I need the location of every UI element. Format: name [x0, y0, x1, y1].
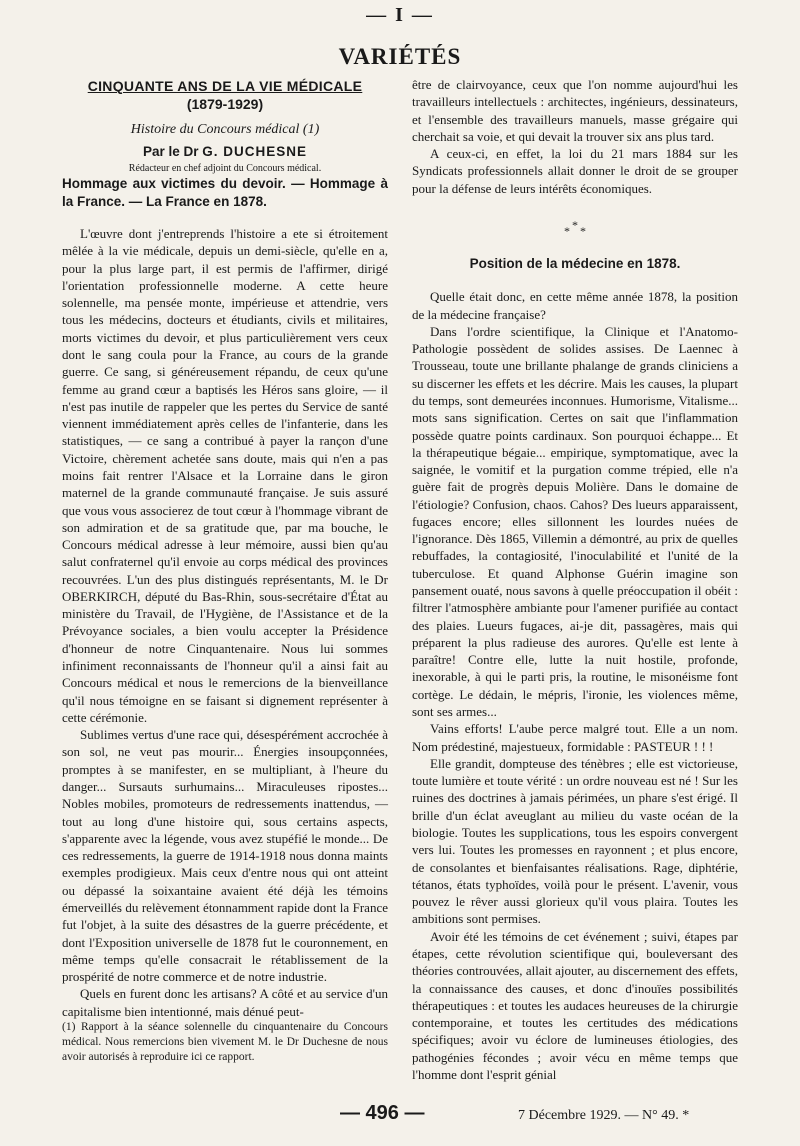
page-number: — 496 —: [340, 1102, 425, 1124]
right-column: [412, 76, 738, 1083]
paragraph: Elle grandit, dompteuse des ténèbres ; elle est victorieuse, toute lumière et toute vérité : un ordre nouveau est né ! Sur les ruines des doctrines à jamais périmées, un phare s'est érigé. Il brille d'un éclat aveuglant au milieu du vaste océan de la biologie. Toutes les supplications, tous les espoirs convergent vers lui. Toutes les promesses en rayonnent ; et plus encore, de consolantes et bienfaisantes réalisations. Rage, diphtérie, tétanos, états typhoïdes, voilà pour le présent. L'avenir, vous pouvez le rêver aussi glorieux qu'il vous plaira. Toutes les ambitions sont permises.: [412, 755, 738, 927]
paragraph: Dans l'ordre scientifique, la Clinique et l'Anatomo-Pathologie possèdent de solides assises. De Laennec à Trousseau, toute une brillante phalange de grands cliniciens a su discerner les effets et les décrire. Mais les causes, la plupart du temps, sont demeurées inconnues. Humorisme, Vitalisme... mots sans signification. Certes on sait que l'inflammation possède quatre points cardinaux. Son pourquoi échappe... Et la thérapeutique bégaie... empirique, symptomatique, avec la saignée, le vomitif et la purgation comme trépied, elle n'a guère fait de progrès depuis Molière. Dans le domaine de l'étiologie? Confusion, chaos. Cahos? Des lueurs apparaissent, fugaces encore; elles sillonnent les lourdes nuées de l'ignorance. Dès 1865, Villemin a démontré, au prix de quelles rebuffades, la contagiosité, l'inoculabilité et l'unité de la tuberculose. Et quand Alphonse Guérin imagine son pansement ouaté, nous savons à quelle préoccupation il obéit : filtrer l'atmosphère ambiante pour l'amener purifiée au contact des plaies. Lueurs fugaces, ai-je dit, passagères, mais qui préparent la plus radieuse des aurores. Qu'elle est lente à paraître! Contre elle, lutte la nuit hostile, profonde, inexorable, à qui le parti pris, la routine, le misonéisme font cortège. Le dédain, le mépris, l'ironie, les violences même, sont ses armes...: [412, 323, 738, 719]
asterism-star: *: [572, 217, 578, 232]
paragraph: Quels en furent donc les artisans? A côté et au service d'un capitalisme bien intentionné, mais dénué peut-: [62, 986, 388, 1019]
issue-date: 7 Décembre 1929. — N° 49. *: [518, 1108, 690, 1123]
article-dates: (1879-1929): [186, 96, 264, 112]
asterism-star: *: [564, 223, 570, 238]
section-separator: [412, 215, 738, 237]
asterism-star: *: [580, 223, 586, 238]
paragraph: Avoir été les témoins de cet événement ; suivi, étapes par étapes, cette révolution scientifique qui, bouleversant des théories controuvées, allait ajouter, au discernement des effets, la connaissance des causes, et donc d'inouïes possibilités thérapeutiques : et toutes les audaces heureuses de la chirurgie contemporaine, et toutes les certitudes des médications spécifiques; avoir vu éclore de lumineuses étiologies, des pathogénies fécondes ; avoir vécu en même temps que l'homme dont l'esprit génial: [412, 928, 738, 1082]
article-dek: Hommage aux victimes du devoir. — Hommage à la France. — La France en 1878.: [62, 176, 388, 209]
byline: [62, 143, 388, 161]
paragraph: A ceux-ci, en effet, la loi du 21 mars 1884 sur les Syndicats professionnels allait donner le droit de se grouper pour la défense de leurs intérêts économiques.: [412, 146, 738, 196]
author-role: Rédacteur en chef adjoint du Concours médical.: [128, 163, 322, 174]
byline-prefix: Par le Dr: [142, 144, 199, 159]
section-title: VARIÉTÉS: [338, 44, 462, 69]
page-roman-numeral: — I —: [366, 4, 434, 26]
paragraph: Quelle était donc, en cette même année 1878, la position de la médecine française?: [412, 289, 738, 322]
article-subtitle: Histoire du Concours médical (1): [130, 122, 320, 137]
paragraph: Sublimes vertus d'une race qui, désespérément accrochée à son sol, ne veut pas mourir... Énergies insoupçonnées, promptes à se manifester, en se multipliant, à l'heure du danger... Sursauts surhumains... Miraculeuses ripostes... Nobles mobiles, promoteurs de redressements inattendus, — tout au long d'une histoire qui, sous certains aspects, s'apparente avec la légende, vous avez stupéfié le monde... De ces redressements, la guerre de 1914-1918 nous donna maints exemples prodigieux. Mais ceux d'entre nous qui ont atteint ou dépassé la soixantaine avaient été déjà les témoins émerveillés du relèvement étonnamment rapide dont la France fut l'objet, à la suite des désastres de la guerre précédente, et dont l'Exposition universelle de 1878 fut le couronnement, en même temps qu'elle consacrait le rétablissement de la prospérité de notre commerce et de notre industrie.: [62, 727, 388, 985]
author-name: G. DUCHESNE: [202, 144, 308, 159]
paragraph: être de clairvoyance, ceux que l'on nomme aujourd'hui les travailleurs intellectuels : architectes, ingénieurs, dessinateurs, et l'ensemble des travailleurs manuels, masse grégaire qui cherchait sa voie, et qui devait la trouver six ans plus tard.: [412, 77, 738, 144]
paragraph: L'œuvre dont j'entreprends l'histoire a ete si étroitement mêlée à la vie médicale, depuis un demi-siècle, qu'elle en a, pour la plus large part, il est permis de l'affirmer, dirigé l'orientation professionnelle moderne. A cette heure solennelle, ma pensée monte, impérieuse et attendrie, vers tous les médecins, docteurs et étudiants, civils et militaires, morts victimes du devoir, et plus particulièrement vers ceux dont le sang coula pour la France, au cours de la grande guerre. Ce sang, si généreusement répandu, de ceux qu'une femme au grand cœur a baptisés les Héros sans gloire, — il n'est pas inutile de rappeler que les pertes du Service de santé viennent immédiatement après celles de l'infanterie, dans les statistiques, — ce sang a contribué à payer la rançon d'une Victoire, chèrement achetée sans doute, mais qui n'en a pas moins fait rentrer l'Alsace et la Lorraine dans le giron maternel de la grande communauté française. Je suis assuré que vous vous associerez de tout cœur à l'hommage vibrant de son admiration et de sa gratitude que, par ma bouche, le Concours médical adresse à leur mémoire, aussi bien qu'au salut confraternel qu'il envoie au corps médical des provinces recouvrées. L'un des plus distingués représentants, M. le Dr OBERKIRCH, député du Bas-Rhin, sous-secrétaire d'État au ministère du Travail, de l'Hygiène, de l'Assistance et de la Prévoyance sociales, a bien voulu accepter la Présidence d'honneur de notre Cinquantenaire. Nous lui sommes infiniment reconnaissants de l'honneur qu'il a ainsi fait au Concours médical et nous le remercions de la bienveillance qu'il nous témoigne en se faisant si dignement représenter à cette cérémonie.: [62, 226, 388, 725]
footnote: (1) Rapport à la séance solennelle du cinquantenaire du Concours médical. Nous remercions bien vivement M. le Dr Duchesne de nous avoir autorisés à reproduire ici ce rapport.: [62, 1020, 388, 1063]
left-column: [62, 78, 388, 1065]
section-subheading: Position de la médecine en 1878.: [469, 255, 681, 271]
left-body: [62, 225, 388, 1020]
paragraph: Vains efforts! L'aube perce malgré tout. Elle a un nom. Nom prédestiné, majestueux, formidable : PASTEUR ! ! !: [412, 721, 738, 754]
article-title: CINQUANTE ANS DE LA VIE MÉDICALE: [87, 78, 363, 94]
article-heading: [62, 78, 388, 175]
